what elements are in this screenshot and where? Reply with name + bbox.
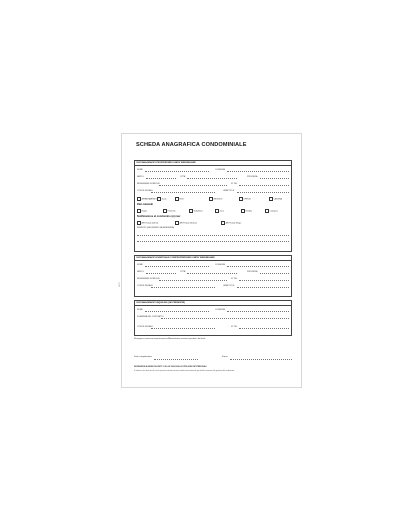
coowner-city-label: CITTA' (180, 271, 186, 273)
tenant-tax-field[interactable] (151, 328, 215, 329)
owner-surname-field[interactable] (227, 171, 289, 172)
owner-address-field[interactable] (137, 235, 289, 236)
coowner-province-field[interactable] (260, 273, 289, 274)
unit-box-checkbox[interactable]: BOX (175, 197, 184, 201)
document-sheet (121, 133, 302, 388)
owner-tax-field[interactable] (151, 192, 215, 193)
owner-phone-field[interactable] (239, 185, 289, 186)
owner-booklet-label: LIBRETTO N. (223, 190, 235, 192)
coowner-phone-field[interactable] (239, 280, 289, 281)
cadastral-section-title: Dati catastali (137, 203, 154, 206)
owner-born-field[interactable] (146, 178, 176, 179)
owner-name-field[interactable] (145, 171, 209, 172)
coowner-booklet-label: LIBRETTO N. (223, 285, 235, 287)
owner-name-label: NOME (137, 169, 143, 171)
coowner-surname-label: COGNOME (215, 264, 225, 266)
unit-office-checkbox[interactable]: UFFICIO (239, 197, 251, 201)
coowner-section-header: DATI ANAGRAFICI EVENTUALE COMPROPRIETARIO UNITA' IMMOBILIARE (135, 256, 291, 261)
coowner-section (134, 255, 292, 297)
coowner-name-label: NOME (137, 264, 143, 266)
document-title: SCHEDA ANAGRAFICA CONDOMINIALE (136, 142, 247, 148)
coowner-born-field[interactable] (146, 273, 176, 274)
coowner-phone-label: N° TEL. (231, 278, 238, 280)
unit-shop-checkbox[interactable]: NEGOZIO (209, 197, 222, 201)
owner-section (134, 160, 292, 252)
owner-city-field[interactable] (187, 178, 237, 179)
owner-city-label: CITTA' (180, 176, 186, 178)
tenant-tax-label: CODICE FISCALE (137, 326, 153, 328)
cadastral-parcel-checkbox[interactable]: Particella (163, 209, 175, 213)
owner-booklet-field[interactable] (237, 192, 289, 193)
cadastral-zone-checkbox[interactable]: Zona (215, 209, 224, 213)
coowner-tax-field[interactable] (151, 287, 215, 288)
privacy-heading: INFORMATIVA AI SENSI DELL'ART. 13 D.LGS 196/03 SULLA TUTELA DEI DATI PERSONALI (134, 366, 207, 368)
tenant-name-label: NOME (137, 309, 143, 311)
coowner-city-field[interactable] (187, 273, 237, 274)
owner-phone-label: N° TEL. (231, 183, 238, 185)
owner-province-field[interactable] (260, 178, 289, 179)
owner-residence-field[interactable] (159, 185, 227, 186)
notify-brugo-checkbox[interactable]: A/R Postale Brugo (221, 221, 241, 225)
coowner-residence-label: RESIDENZA E DOMICILIO (137, 278, 160, 280)
unit-cellar-checkbox[interactable]: CANTINA (269, 197, 282, 201)
tenant-surname-field[interactable] (227, 311, 289, 312)
tenant-phone-label: N° TEL. (231, 326, 238, 328)
owner-address-label: INDIRIZZO (SE DIVERSO DA RESIDENZA) (137, 227, 175, 229)
tenant-name-field[interactable] (145, 311, 209, 312)
tenant-phone-field[interactable] (239, 328, 289, 329)
signature-label: Firma (222, 356, 228, 358)
coowner-name-field[interactable] (145, 266, 209, 267)
cadastral-sheet-checkbox[interactable]: Foglio (137, 209, 147, 213)
coowner-province-label: PROVINCIA (247, 271, 258, 273)
tenant-surname-label: COGNOME (215, 309, 225, 311)
notify-abroad-checkbox[interactable]: A/R Postale (Estero) (175, 221, 197, 225)
coowner-surname-field[interactable] (227, 266, 289, 267)
tenant-section-header: DATI ANAGRAFICI INQUILINO (SE PRESENTE) (135, 301, 291, 306)
coowner-residence-field[interactable] (159, 280, 227, 281)
date-field[interactable] (154, 359, 198, 360)
unit-apartment-checkbox[interactable]: APPARTAMENTO (137, 197, 157, 201)
notification-section-title: Notificazione al condomino (a) mez (137, 215, 181, 218)
unit-stair-checkbox[interactable]: Scala (157, 197, 166, 201)
owner-tax-label: CODICE FISCALE (137, 190, 153, 192)
owner-residence-label: RESIDENZA E DOMICILIO (137, 183, 160, 185)
owner-address-field-2[interactable] (137, 241, 289, 242)
signature-field[interactable] (230, 359, 292, 360)
cadastral-income-checkbox[interactable]: Rendita (241, 209, 252, 213)
owner-born-label: NATO IL (137, 176, 145, 178)
cadastral-category-checkbox[interactable]: Categoria (265, 209, 278, 213)
date-label: Data compilazione (134, 356, 152, 358)
privacy-text: Si informa che i dati raccolti con la presente scheda saranno trattati esclusivamente per finalità connesse alla gestione del condominio. (134, 370, 235, 372)
cadastral-sub-checkbox[interactable]: Subalterno (189, 209, 203, 213)
side-code: SE171 (119, 282, 121, 287)
owner-surname-label: COGNOME (215, 169, 225, 171)
tenant-section (134, 300, 292, 336)
coowner-booklet-field[interactable] (237, 287, 289, 288)
tenant-contract-field[interactable] (161, 318, 289, 319)
commitment-note: Mi impegno a comunicare tempestivamente all'Amministratore variazioni riguardanti i dati forniti. (134, 338, 206, 340)
owner-province-label: PROVINCIA (247, 176, 258, 178)
notify-postal-checkbox[interactable]: A/R Postale dell'ind. (137, 221, 158, 225)
tenant-contract-label: SCADENZA DEL CONTRATTO (137, 316, 164, 318)
owner-section-header: DATI ANAGRAFICI PROPRIETARIO UNITA' IMMOBILIARE (135, 161, 291, 166)
coowner-tax-label: CODICE FISCALE (137, 285, 153, 287)
coowner-born-label: NATO IL (137, 271, 145, 273)
